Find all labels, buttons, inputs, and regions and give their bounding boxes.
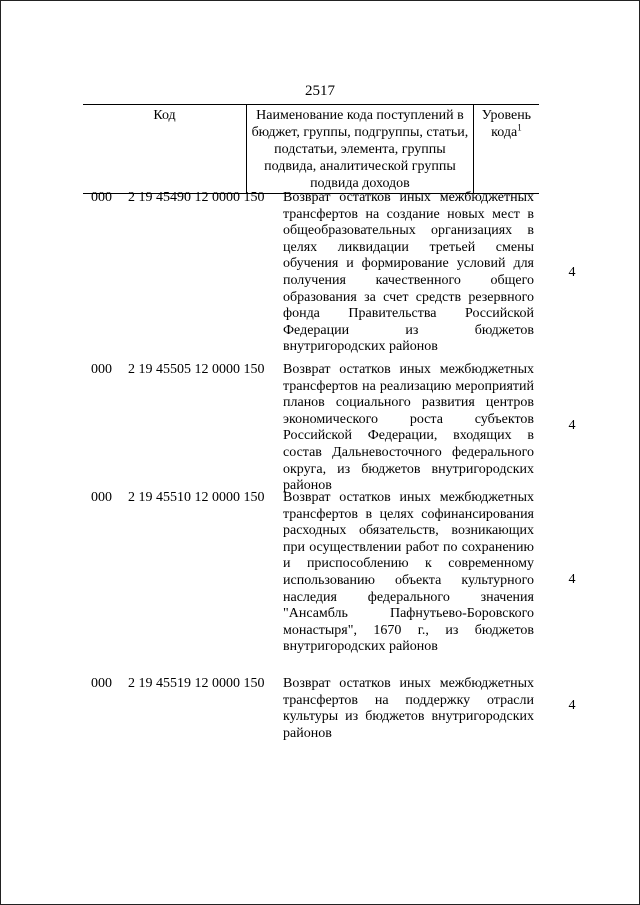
row-code: 2 19 45505 12 0000 150 xyxy=(128,362,265,377)
row-prefix: 000 xyxy=(91,490,112,505)
row-level: 4 xyxy=(568,698,576,713)
row-level: 4 xyxy=(568,572,576,587)
row-prefix: 000 xyxy=(91,676,112,691)
row-prefix: 000 xyxy=(91,190,112,205)
row-prefix: 000 xyxy=(91,362,112,377)
header-level-footnote: 1 xyxy=(517,122,522,133)
header-level xyxy=(473,105,539,194)
row-name: Возврат остатков иных межбюджетных трансфертов на реализацию мероприятий планов социального развития центров экономического роста субъектов Российской Федерации, входящих в состав Дальневосточного федерального округа, из бюджетов внутригородских районов xyxy=(283,362,534,494)
row-name: Возврат остатков иных межбюджетных трансфертов на создание новых мест в общеобразовательных организациях в целях ликвидации третьей смены обучения и формирование условий для получения качественного общего образования за счет средств резервного фонда Правительства Российской Федерации из бюджетов внутригородских районов xyxy=(283,190,534,355)
row-level: 4 xyxy=(568,265,576,280)
table-row xyxy=(0,190,640,362)
row-code: 2 19 45510 12 0000 150 xyxy=(128,490,265,505)
row-name: Возврат остатков иных межбюджетных трансфертов в целях софинансирования расходных обязательств, возникающих при осуществлении работ по сохранению и приспособлению к современному использованию объекта культурного наследия федерального значения "Ансамбль Пафнутьево-Боровского монастыря", 1670 г., из бюджетов внутригородских районов xyxy=(283,490,534,655)
header-name: Наименование кода поступлений в бюджет, группы, подгруппы, статьи, подстатьи, элемента, группы подвида, аналитической группы подвида доходов xyxy=(247,105,474,194)
row-level: 4 xyxy=(568,418,576,433)
header-level-label: Уровень кода xyxy=(481,108,532,140)
table-body xyxy=(0,190,640,746)
table-row xyxy=(0,676,640,746)
table-header xyxy=(83,104,539,194)
row-name: Возврат остатков иных межбюджетных трансфертов на поддержку отрасли культуры из бюджетов внутригородских районов xyxy=(283,676,534,741)
page-number: 2517 xyxy=(305,83,335,99)
header-code: Код xyxy=(83,105,247,194)
table-row xyxy=(0,362,640,494)
table-row xyxy=(0,490,640,676)
row-code: 2 19 45519 12 0000 150 xyxy=(128,676,265,691)
row-code: 2 19 45490 12 0000 150 xyxy=(128,190,265,205)
